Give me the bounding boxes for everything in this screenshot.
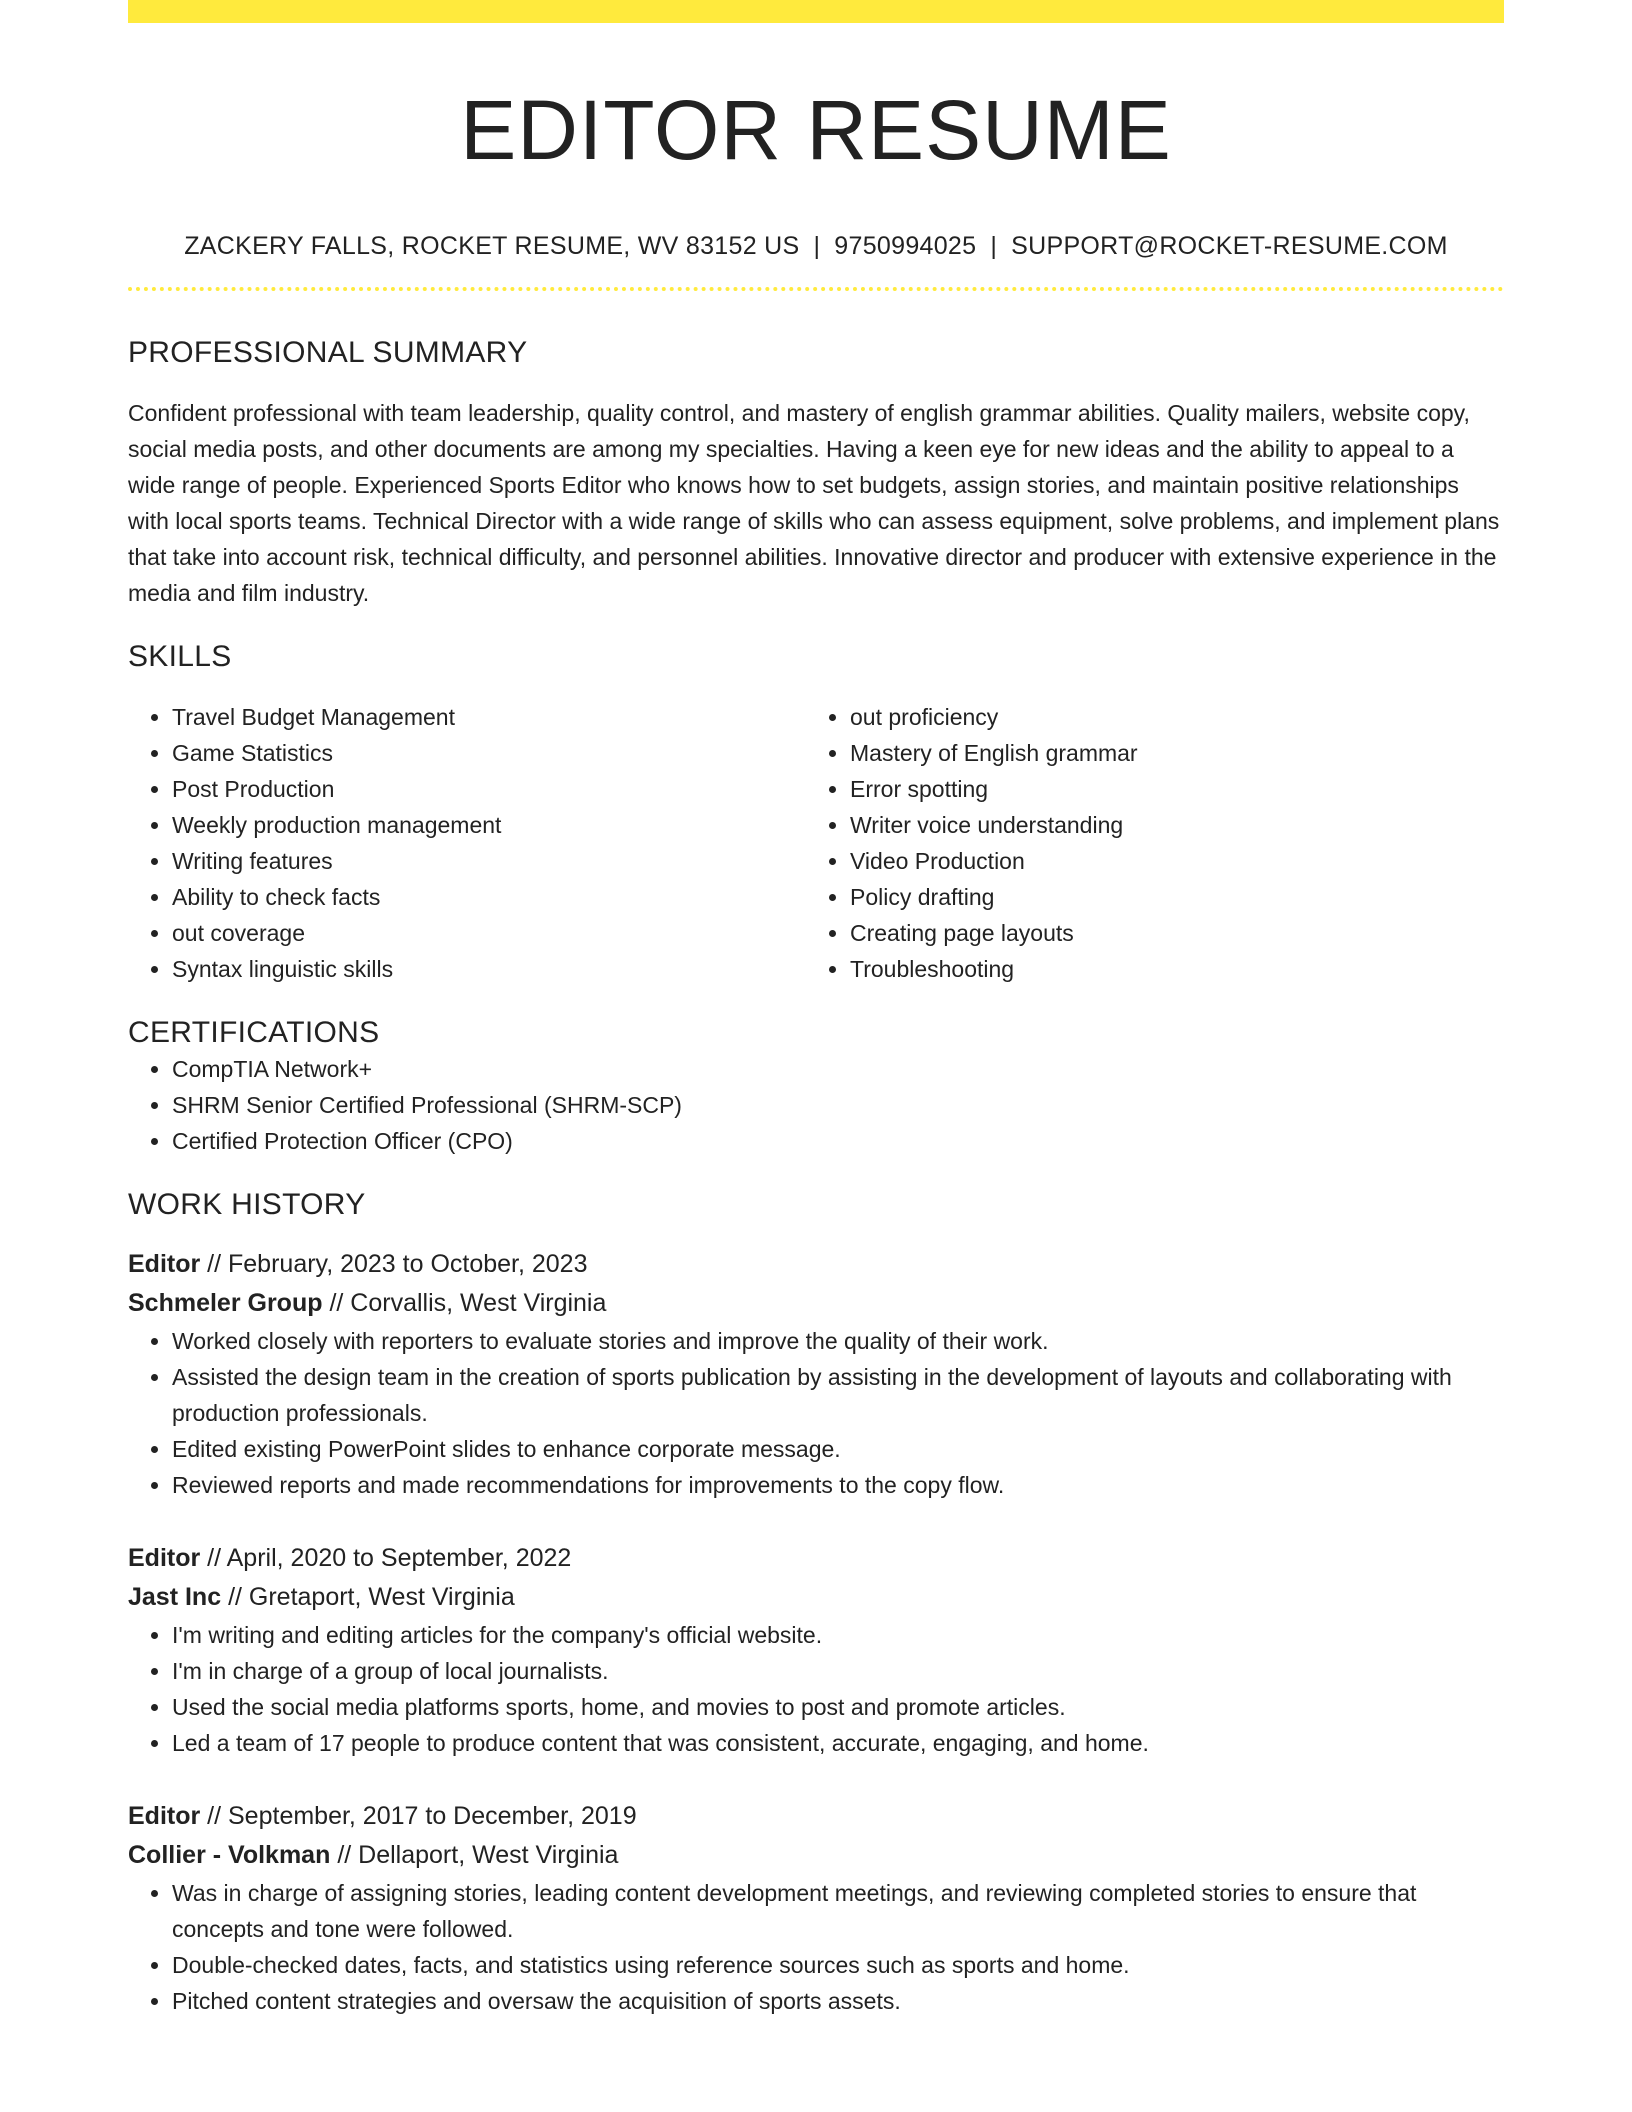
skill-item: • Error spotting xyxy=(850,771,1484,807)
job-company: Collier - Volkman xyxy=(128,1841,331,1869)
job-entry xyxy=(128,1539,1504,1761)
contact-line xyxy=(128,231,1504,261)
certification-item: • SHRM Senior Certified Professional (SHRM-SCP) xyxy=(172,1087,1504,1123)
job-role: Editor xyxy=(128,1544,201,1572)
contact-phone: 9750994025 xyxy=(834,232,977,260)
certifications-heading: CERTIFICATIONS xyxy=(128,1016,380,1049)
job-bullets xyxy=(128,1875,1504,2019)
page-title: EDITOR RESUME xyxy=(460,83,1172,177)
skill-item: • Writing features xyxy=(172,843,806,879)
skill-item: • Writer voice understanding xyxy=(850,807,1484,843)
job-role-line xyxy=(128,1245,1504,1284)
dotted-divider xyxy=(128,287,1504,291)
job-bullet: • Used the social media platforms sports, home, and movies to post and promote articles. xyxy=(172,1689,1504,1725)
contact-address: ZACKERY FALLS, ROCKET RESUME, WV 83152 US xyxy=(184,232,800,260)
job-location: // Corvallis, West Virginia xyxy=(329,1289,607,1317)
skill-item: • Syntax linguistic skills xyxy=(172,951,806,987)
skill-item: • Troubleshooting xyxy=(850,951,1484,987)
skill-item: • Creating page layouts xyxy=(850,915,1484,951)
skills-column-left xyxy=(128,699,806,987)
job-entry xyxy=(128,1797,1504,2019)
job-location: // Dellaport, West Virginia xyxy=(337,1841,619,1869)
skill-item: • Policy drafting xyxy=(850,879,1484,915)
contact-separator: | xyxy=(813,232,821,260)
job-bullets xyxy=(128,1323,1504,1503)
skill-item: • out coverage xyxy=(172,915,806,951)
skill-item: • Mastery of English grammar xyxy=(850,735,1484,771)
job-bullet: • Edited existing PowerPoint slides to enhance corporate message. xyxy=(172,1431,1504,1467)
job-bullet: • Worked closely with reporters to evaluate stories and improve the quality of their work. xyxy=(172,1323,1504,1359)
skill-item: • Game Statistics xyxy=(172,735,806,771)
skill-item: • Travel Budget Management xyxy=(172,699,806,735)
skills-list-left xyxy=(128,699,806,987)
job-role: Editor xyxy=(128,1250,201,1278)
resume-page xyxy=(128,0,1504,2019)
job-role-line xyxy=(128,1539,1504,1578)
job-bullet: • I'm in charge of a group of local journalists. xyxy=(172,1653,1504,1689)
skill-item: • Post Production xyxy=(172,771,806,807)
certification-item: • CompTIA Network+ xyxy=(172,1051,1504,1087)
skill-item: • out proficiency xyxy=(850,699,1484,735)
summary-text: Confident professional with team leadership, quality control, and mastery of english grammar abilities. Quality mailers, website copy, social media posts, and other documents are among my specialties. Having a keen eye for new ideas and the ability to appeal to a wide range of people. Experienced Sports Editor who knows how to set budgets, assign stories, and maintain positive relationships with local sports teams. Technical Director with a wide range of skills who can assess equipment, solve problems, and implement plans that take into account risk, technical difficulty, and personnel abilities. Innovative director and producer with extensive experience in the media and film industry. xyxy=(128,400,1500,606)
job-bullet: • I'm writing and editing articles for the company's official website. xyxy=(172,1617,1504,1653)
skill-item: • Weekly production management xyxy=(172,807,806,843)
job-bullet: • Was in charge of assigning stories, leading content development meetings, and reviewing completed stories to ensure that concepts and tone were followed. xyxy=(172,1875,1504,1947)
summary-heading: PROFESSIONAL SUMMARY xyxy=(128,336,528,369)
skills-list-right xyxy=(806,699,1484,987)
accent-top-bar xyxy=(128,0,1504,23)
job-bullets xyxy=(128,1617,1504,1761)
job-bullet: • Double-checked dates, facts, and statistics using reference sources such as sports and home. xyxy=(172,1947,1504,1983)
job-dates: // April, 2020 to September, 2022 xyxy=(207,1544,572,1572)
contact-separator: | xyxy=(990,232,998,260)
job-role-line xyxy=(128,1797,1504,1836)
job-company-line xyxy=(128,1836,1504,1875)
contact-email: SUPPORT@ROCKET-RESUME.COM xyxy=(1011,232,1448,260)
job-bullet: • Reviewed reports and made recommendations for improvements to the copy flow. xyxy=(172,1467,1504,1503)
skills-column-right xyxy=(806,699,1484,987)
job-company-line xyxy=(128,1284,1504,1323)
skills-heading: SKILLS xyxy=(128,640,232,673)
job-bullet: • Pitched content strategies and oversaw the acquisition of sports assets. xyxy=(172,1983,1504,2019)
work-history-heading: WORK HISTORY xyxy=(128,1188,366,1221)
job-location: // Gretaport, West Virginia xyxy=(228,1583,515,1611)
skill-item: • Ability to check facts xyxy=(172,879,806,915)
job-company: Schmeler Group xyxy=(128,1289,323,1317)
job-bullet: • Led a team of 17 people to produce content that was consistent, accurate, engaging, and home. xyxy=(172,1725,1504,1761)
skills-grid xyxy=(128,699,1504,987)
job-role: Editor xyxy=(128,1802,201,1830)
certifications-list xyxy=(128,1051,1504,1159)
job-dates: // February, 2023 to October, 2023 xyxy=(207,1250,588,1278)
skill-item: • Video Production xyxy=(850,843,1484,879)
job-entry xyxy=(128,1245,1504,1503)
job-bullet: • Assisted the design team in the creation of sports publication by assisting in the development of layouts and collaborating with production professionals. xyxy=(172,1359,1504,1431)
job-company: Jast Inc xyxy=(128,1583,222,1611)
certification-item: • Certified Protection Officer (CPO) xyxy=(172,1123,1504,1159)
job-dates: // September, 2017 to December, 2019 xyxy=(207,1802,637,1830)
job-company-line xyxy=(128,1578,1504,1617)
